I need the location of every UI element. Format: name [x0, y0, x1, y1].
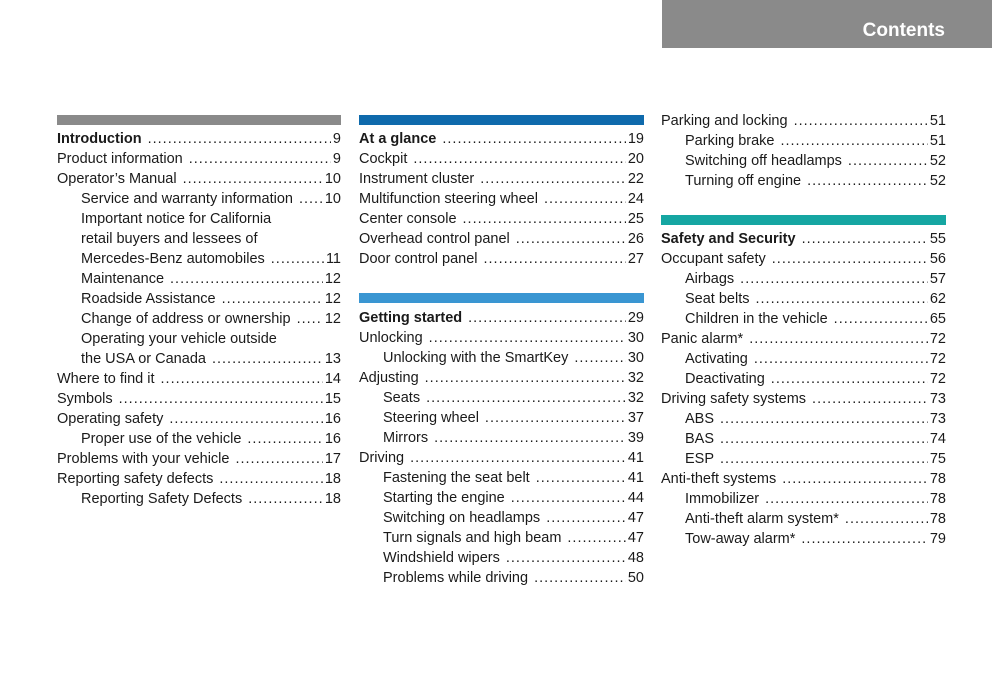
toc-section-heading[interactable]	[57, 129, 341, 149]
toc-entry-title: Parking brake	[685, 133, 775, 149]
toc-page-number: 73	[929, 411, 946, 427]
toc-entry-title: retail buyers and lessees of	[81, 231, 258, 247]
toc-page-number: 51	[929, 133, 946, 149]
toc-entry-title: Turning off engine	[685, 173, 802, 189]
dot-leader	[434, 428, 626, 448]
toc-page-number: 10	[324, 191, 341, 207]
dot-leader	[119, 389, 323, 409]
toc-page-number: 30	[627, 350, 644, 366]
dot-leader	[720, 449, 928, 469]
toc-entry[interactable]	[685, 409, 946, 429]
toc-page-number: 26	[627, 231, 644, 247]
toc-page-number: 50	[627, 570, 644, 586]
toc-entry-title: Mirrors	[383, 430, 429, 446]
toc-entry-title: Service and warranty information	[81, 191, 293, 207]
toc-entry[interactable]	[383, 508, 644, 528]
toc-entry-title: Anti-theft systems	[661, 471, 777, 487]
toc-entry[interactable]	[685, 269, 946, 289]
dot-leader	[765, 489, 928, 509]
toc-entry[interactable]	[57, 369, 341, 389]
toc-entry-title: Occupant safety	[661, 251, 766, 267]
dot-leader	[544, 189, 626, 209]
toc-entry-title: Change of address or ownership	[81, 311, 291, 327]
section-color-bar	[57, 115, 341, 125]
toc-entry[interactable]	[81, 329, 341, 349]
toc-entry-title: Airbags	[685, 271, 735, 287]
toc-entry-title: Steering wheel	[383, 410, 479, 426]
toc-page-number: 47	[627, 510, 644, 526]
toc-entry-title: Symbols	[57, 391, 113, 407]
toc-page-number: 25	[627, 211, 644, 227]
toc-page-number: 15	[324, 391, 341, 407]
toc-page-number: 18	[324, 471, 341, 487]
toc-entry[interactable]	[383, 568, 644, 588]
toc-entry[interactable]	[81, 489, 341, 509]
toc-entry[interactable]	[359, 169, 644, 189]
dot-leader	[247, 429, 322, 449]
toc-entry-title: Tow-away alarm*	[685, 531, 796, 547]
section-color-bar	[359, 115, 644, 125]
dot-leader	[222, 289, 323, 309]
toc-entry-title: Proper use of the vehicle	[81, 431, 242, 447]
toc-page-number: 72	[929, 371, 946, 387]
dot-leader	[413, 149, 626, 169]
toc-entry-title: Operating safety	[57, 411, 164, 427]
toc-entry-title: Where to find it	[57, 371, 155, 387]
dot-leader	[812, 389, 928, 409]
toc-entry-title: Reporting Safety Defects	[81, 491, 243, 507]
toc-page-number: 48	[627, 550, 644, 566]
toc-page-number: 55	[929, 231, 946, 247]
dot-leader	[480, 169, 626, 189]
toc-entry-title: Panic alarm*	[661, 331, 744, 347]
toc-page-number: 41	[627, 450, 644, 466]
dot-leader	[794, 111, 928, 131]
toc-entry[interactable]	[661, 111, 946, 131]
toc-entry[interactable]	[685, 429, 946, 449]
dot-leader	[212, 349, 323, 369]
dot-leader	[410, 448, 626, 468]
toc-page-number: 74	[929, 431, 946, 447]
toc-page-number: 14	[324, 371, 341, 387]
toc-page-number: 78	[929, 491, 946, 507]
toc-entry-title: Unlocking with the SmartKey	[383, 350, 569, 366]
toc-page-number: 72	[929, 331, 946, 347]
toc-entry[interactable]	[685, 349, 946, 369]
toc-entry-title: Important notice for California	[81, 211, 272, 227]
toc-entry[interactable]	[57, 169, 341, 189]
toc-entry-title: Reporting safety defects	[57, 471, 214, 487]
toc-page-number: 24	[627, 191, 644, 207]
toc-entry-title: Multifunction steering wheel	[359, 191, 538, 207]
toc-entry[interactable]	[661, 249, 946, 269]
dot-leader	[780, 131, 927, 151]
toc-page-number: 72	[929, 351, 946, 367]
dot-leader	[170, 269, 323, 289]
toc-entry-title: Safety and Security	[661, 231, 796, 247]
toc-entry[interactable]	[359, 189, 644, 209]
dot-leader	[772, 249, 928, 269]
toc-entry[interactable]	[57, 409, 341, 429]
toc-page-number: 12	[324, 291, 341, 307]
toc-entry-title: Operating your vehicle outside	[81, 331, 277, 347]
toc-entry[interactable]	[661, 329, 946, 349]
dot-leader	[485, 408, 626, 428]
toc-entry[interactable]	[81, 189, 341, 209]
dot-leader	[169, 409, 322, 429]
toc-page-number: 17	[324, 451, 341, 467]
toc-page-number: 19	[627, 131, 644, 147]
toc-page-number: 73	[929, 391, 946, 407]
dot-leader	[536, 468, 626, 488]
toc-entry[interactable]	[661, 389, 946, 409]
toc-page-number: 62	[929, 291, 946, 307]
dot-leader	[848, 151, 928, 171]
toc-entry[interactable]	[57, 389, 341, 409]
dot-leader	[516, 229, 626, 249]
dot-leader	[425, 368, 626, 388]
toc-page-number: 10	[324, 171, 341, 187]
dot-leader	[511, 488, 626, 508]
toc-entry-title: Product information	[57, 151, 183, 167]
toc-entry[interactable]	[685, 289, 946, 309]
toc-entry[interactable]	[81, 349, 341, 369]
toc-entry[interactable]	[383, 408, 644, 428]
dot-leader	[567, 528, 625, 548]
toc-entry-title: Problems while driving	[383, 570, 529, 586]
toc-page-number: 39	[627, 430, 644, 446]
dot-leader	[720, 409, 928, 429]
toc-entry-title: BAS	[685, 431, 715, 447]
toc-entry-title: Parking and locking	[661, 113, 788, 129]
dot-leader	[297, 309, 323, 329]
toc-page-number: 57	[929, 271, 946, 287]
toc-entry-title: Problems with your vehicle	[57, 451, 230, 467]
toc-page-number: 37	[627, 410, 644, 426]
toc-entry-title: Getting started	[359, 310, 463, 326]
toc-page-number: 78	[929, 471, 946, 487]
toc-entry-title: Instrument cluster	[359, 171, 475, 187]
toc-entry-title: Switching on headlamps	[383, 510, 541, 526]
dot-leader	[161, 369, 323, 389]
toc-entry[interactable]	[383, 388, 644, 408]
toc-entry[interactable]	[81, 229, 341, 249]
toc-page-number: 52	[929, 173, 946, 189]
toc-entry[interactable]	[359, 229, 644, 249]
toc-entry[interactable]	[81, 309, 341, 329]
toc-entry[interactable]	[383, 488, 644, 508]
toc-entry-title: Center console	[359, 211, 457, 227]
toc-entry[interactable]	[383, 548, 644, 568]
toc-page-number: 75	[929, 451, 946, 467]
toc-page-number: 41	[627, 470, 644, 486]
dot-leader	[801, 529, 927, 549]
toc-page-number: 65	[929, 311, 946, 327]
toc-entry-title: Activating	[685, 351, 748, 367]
toc-entry[interactable]	[81, 209, 341, 229]
toc-page-number: 22	[627, 171, 644, 187]
toc-entry-title: Door control panel	[359, 251, 478, 267]
toc-entry[interactable]	[81, 289, 341, 309]
toc-entry[interactable]	[57, 469, 341, 489]
toc-entry-title: Turn signals and high beam	[383, 530, 562, 546]
toc-entry[interactable]	[383, 528, 644, 548]
dot-leader	[720, 429, 928, 449]
toc-page-number: 12	[324, 311, 341, 327]
toc-page-number: 79	[929, 531, 946, 547]
dot-leader	[845, 509, 928, 529]
toc-entry-title: Seats	[383, 390, 421, 406]
dot-leader	[546, 508, 626, 528]
dot-leader	[802, 229, 928, 249]
dot-leader	[183, 169, 323, 189]
toc-entry-title: Unlocking	[359, 330, 423, 346]
toc-page-number: 16	[324, 411, 341, 427]
toc-entry[interactable]	[359, 368, 644, 388]
toc-page-number: 11	[325, 251, 341, 267]
toc-entry-title: Overhead control panel	[359, 231, 510, 247]
toc-page-number: 56	[929, 251, 946, 267]
toc-entry[interactable]	[57, 149, 341, 169]
toc-entry[interactable]	[383, 348, 644, 368]
dot-leader	[442, 129, 626, 149]
toc-entry[interactable]	[383, 428, 644, 448]
toc-page-number: 32	[627, 390, 644, 406]
dot-leader	[740, 269, 928, 289]
toc-page-number: 18	[324, 491, 341, 507]
toc-page-number: 20	[627, 151, 644, 167]
toc-entry[interactable]	[685, 489, 946, 509]
toc-entry[interactable]	[685, 171, 946, 191]
dot-leader	[534, 568, 626, 588]
section-color-bar	[359, 293, 644, 303]
toc-entry-title: Driving	[359, 450, 405, 466]
dot-leader	[148, 129, 331, 149]
dot-leader	[219, 469, 322, 489]
toc-entry[interactable]	[81, 269, 341, 289]
dot-leader	[235, 449, 322, 469]
dot-leader	[771, 369, 928, 389]
toc-entry[interactable]	[383, 468, 644, 488]
toc-entry-title: Deactivating	[685, 371, 765, 387]
toc-entry-title: Adjusting	[359, 370, 419, 386]
toc-entry[interactable]	[685, 449, 946, 469]
toc-page-number: 27	[627, 251, 644, 267]
toc-entry[interactable]	[359, 149, 644, 169]
toc-entry[interactable]	[685, 529, 946, 549]
toc-entry[interactable]	[57, 449, 341, 469]
toc-entry[interactable]	[359, 209, 644, 229]
section-color-bar	[661, 215, 946, 225]
dot-leader	[782, 469, 928, 489]
toc-entry-title: Cockpit	[359, 151, 408, 167]
dot-leader	[749, 329, 928, 349]
toc-page-number: 29	[627, 310, 644, 326]
dot-leader	[189, 149, 331, 169]
dot-leader	[484, 249, 626, 269]
toc-entry-title: the USA or Canada	[81, 351, 206, 367]
toc-page-number: 12	[324, 271, 341, 287]
dot-leader	[754, 349, 928, 369]
toc-entry[interactable]	[661, 469, 946, 489]
toc-entry[interactable]	[685, 309, 946, 329]
toc-entry[interactable]	[359, 249, 644, 269]
toc-entry-title: Roadside Assistance	[81, 291, 216, 307]
toc-entry-title: Seat belts	[685, 291, 750, 307]
toc-entry[interactable]	[685, 369, 946, 389]
toc-page-number: 47	[627, 530, 644, 546]
toc-section-heading[interactable]	[661, 229, 946, 249]
toc-entry-title: ABS	[685, 411, 715, 427]
toc-entry-title: Anti-theft alarm system*	[685, 511, 839, 527]
toc-entry[interactable]	[81, 249, 341, 269]
toc-entry[interactable]	[685, 509, 946, 529]
toc-page-number: 9	[332, 131, 341, 147]
dot-leader	[463, 209, 626, 229]
toc-entry[interactable]	[81, 429, 341, 449]
dot-leader	[756, 289, 928, 309]
toc-entry-title: Introduction	[57, 131, 142, 147]
toc-entry-title: Operator’s Manual	[57, 171, 177, 187]
toc-page-number: 52	[929, 153, 946, 169]
toc-page-number: 13	[324, 351, 341, 367]
toc-entry[interactable]	[685, 131, 946, 151]
toc-page-number: 16	[324, 431, 341, 447]
toc-section-heading[interactable]	[359, 129, 644, 149]
page-title: Contents	[862, 20, 945, 41]
dot-leader	[271, 249, 324, 269]
toc-entry-title: Driving safety systems	[661, 391, 807, 407]
toc-entry-title: Fastening the seat belt	[383, 470, 530, 486]
dot-leader	[248, 489, 323, 509]
toc-entry[interactable]	[359, 328, 644, 348]
toc-entry-title: At a glance	[359, 131, 437, 147]
dot-leader	[506, 548, 626, 568]
dot-leader	[468, 308, 626, 328]
dot-leader	[807, 171, 928, 191]
toc-entry-title: Windshield wipers	[383, 550, 500, 566]
toc-page-number: 32	[627, 370, 644, 386]
dot-leader	[429, 328, 626, 348]
toc-entry-title: ESP	[685, 451, 715, 467]
dot-leader	[834, 309, 928, 329]
toc-page-number: 9	[332, 151, 341, 167]
dot-leader	[426, 388, 626, 408]
toc-entry-title: Immobilizer	[685, 491, 760, 507]
toc-entry[interactable]	[685, 151, 946, 171]
toc-section-heading[interactable]	[359, 308, 644, 328]
dot-leader	[574, 348, 626, 368]
toc-entry-title: Switching off headlamps	[685, 153, 842, 169]
toc-page-number: 78	[929, 511, 946, 527]
toc-entry-title: Starting the engine	[383, 490, 505, 506]
toc-page-number: 30	[627, 330, 644, 346]
toc-page-number: 44	[627, 490, 644, 506]
toc-entry-title: Children in the vehicle	[685, 311, 828, 327]
toc-page-number: 51	[929, 113, 946, 129]
toc-entry-title: Mercedes-Benz automobiles	[81, 251, 265, 267]
toc-entry[interactable]	[359, 448, 644, 468]
toc-entry-title: Maintenance	[81, 271, 165, 287]
dot-leader	[299, 189, 323, 209]
